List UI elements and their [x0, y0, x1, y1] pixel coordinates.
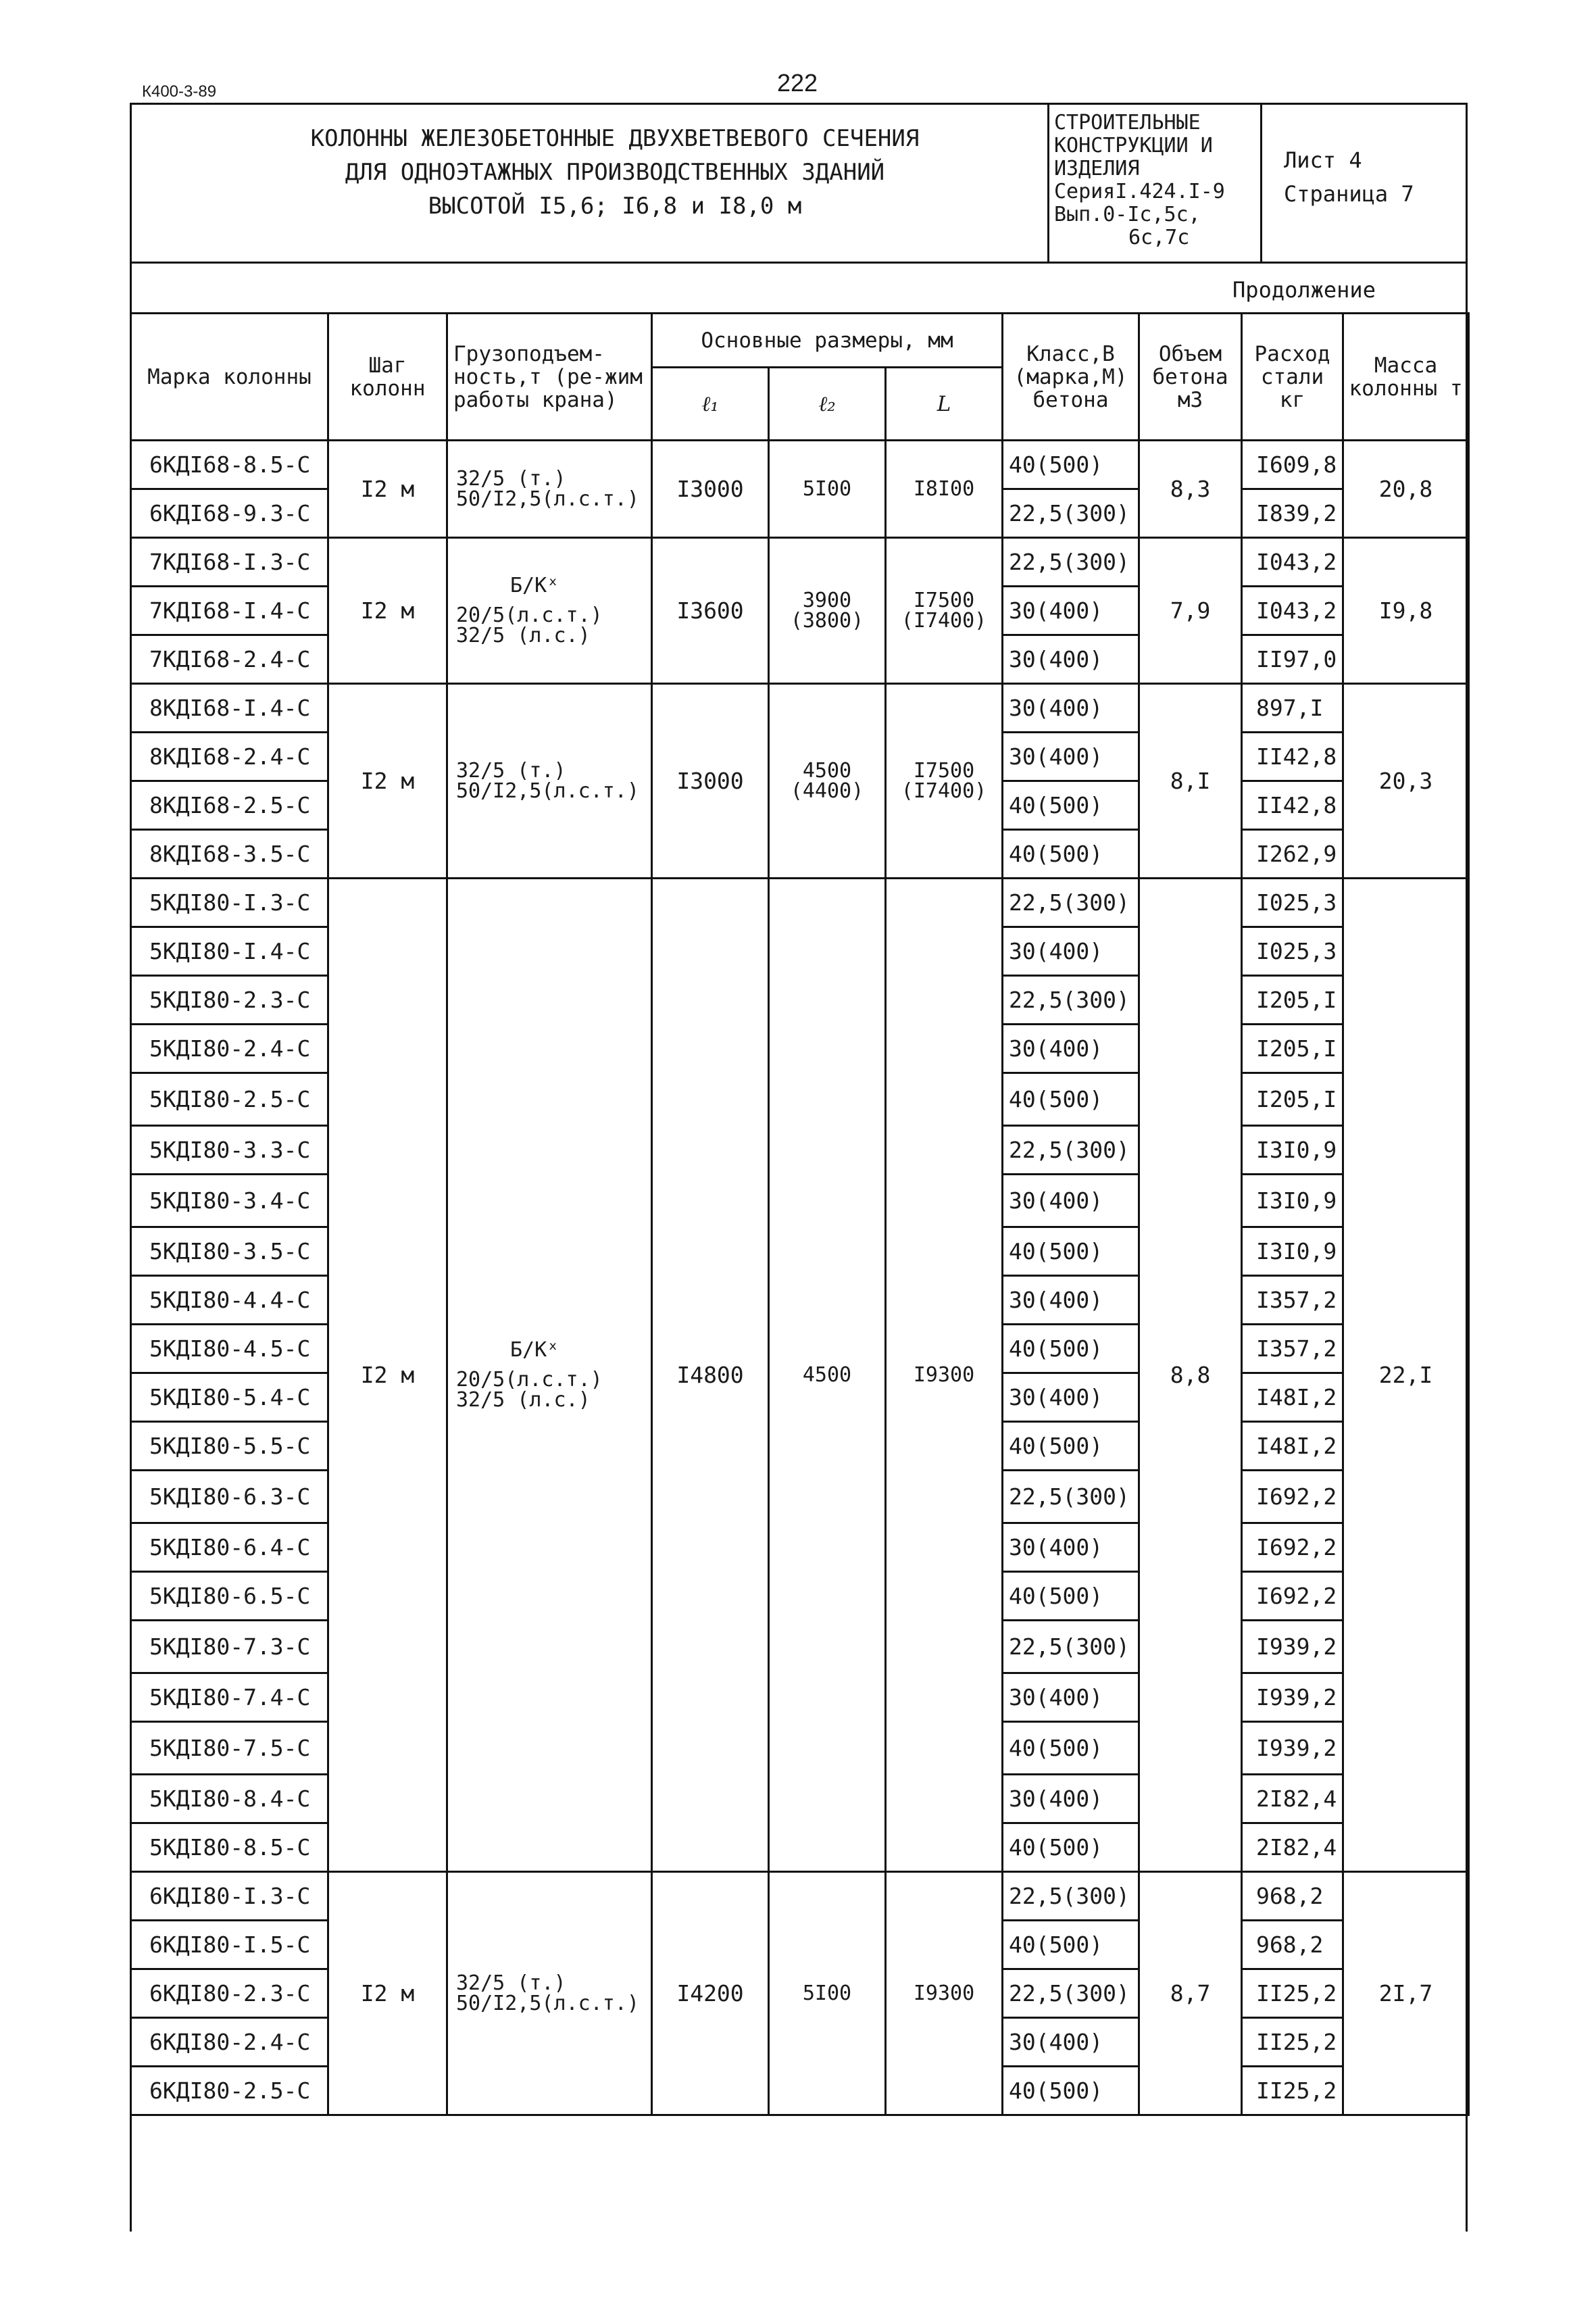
series-divider [1047, 103, 1049, 264]
capacity-line: 20/5(л.с.т.) [456, 1367, 603, 1392]
volume-cell: 7,9 [1139, 538, 1242, 684]
column-mark-cell: 8КДI68-2.4-С [131, 733, 328, 781]
column-step-cell: I2 м [328, 538, 447, 684]
column-mark-cell: 6КДI80-2.3-С [131, 1969, 328, 2018]
concrete-class-cell: 22,5(300) [1003, 879, 1139, 927]
document-code: К400-3-89 [142, 82, 217, 101]
mass-cell: I9,8 [1343, 538, 1469, 684]
concrete-class-cell: 30(400) [1003, 2018, 1139, 2067]
concrete-class-cell: 40(500) [1003, 1823, 1139, 1872]
steel-cell: I48I,2 [1242, 1422, 1343, 1471]
steel-cell: I357,2 [1242, 1325, 1343, 1373]
column-step-cell: I2 м [328, 879, 447, 1872]
header-volume: Объем бетона м3 [1139, 314, 1242, 441]
document-title [203, 122, 1027, 223]
capacity-cell [447, 441, 652, 538]
steel-cell: 968,2 [1242, 1872, 1343, 1921]
concrete-class-cell: 30(400) [1003, 1523, 1139, 1572]
steel-cell: II42,8 [1242, 781, 1343, 830]
steel-cell: I3I0,9 [1242, 1126, 1343, 1175]
table-row [131, 441, 1469, 489]
header-l2: ℓ₂ [769, 368, 886, 441]
column-mark-cell: 5КДI80-6.4-С [131, 1523, 328, 1572]
header-l1: ℓ₁ [652, 368, 769, 441]
concrete-class-cell: 40(500) [1003, 1325, 1139, 1373]
header-step: Шаг колонн [328, 314, 447, 441]
dimension-L-cell: I8I00 [886, 441, 1003, 538]
dimension-l2-cell: 5I00 [769, 441, 886, 538]
header-dimensions: Основные размеры, мм [652, 314, 1003, 368]
column-mark-cell: 5КДI80-5.4-С [131, 1373, 328, 1422]
steel-cell: I939,2 [1242, 1673, 1343, 1722]
column-mark-cell: 8КДI68-2.5-С [131, 781, 328, 830]
capacity-line: 32/5 (т.) [456, 1971, 566, 1995]
title-line-2: ДЛЯ ОДНОЭТАЖНЫХ ПРОИЗВОДСТВЕННЫХ ЗДАНИЙ [345, 159, 885, 186]
concrete-class-cell: 40(500) [1003, 441, 1139, 489]
steel-cell: I939,2 [1242, 1722, 1343, 1775]
steel-cell: II97,0 [1242, 635, 1343, 684]
concrete-class-cell: 22,5(300) [1003, 1471, 1139, 1523]
steel-cell: II25,2 [1242, 2018, 1343, 2067]
steel-cell: I939,2 [1242, 1621, 1343, 1673]
sheet-divider [1260, 103, 1262, 264]
dimension-L-cell: I7500 (I7400) [886, 684, 1003, 879]
concrete-class-cell: 40(500) [1003, 1422, 1139, 1471]
concrete-class-cell: 40(500) [1003, 2067, 1139, 2115]
capacity-line: 32/5 (л.с.) [456, 1387, 591, 1412]
volume-cell: 8,7 [1139, 1872, 1242, 2115]
series-line-5: Вып.0-Iс,5с, [1054, 203, 1201, 226]
steel-cell: I043,2 [1242, 587, 1343, 635]
concrete-class-cell: 40(500) [1003, 1921, 1139, 1969]
capacity-line: 32/5 (т.) [456, 466, 566, 491]
steel-cell: 2I82,4 [1242, 1775, 1343, 1823]
concrete-class-cell: 30(400) [1003, 587, 1139, 635]
dimension-l1-cell: I4200 [652, 1872, 769, 2115]
column-step-cell: I2 м [328, 684, 447, 879]
dimension-l1-cell: I3000 [652, 684, 769, 879]
capacity-line: 32/5 (л.с.) [456, 623, 591, 647]
mass-cell: 20,8 [1343, 441, 1469, 538]
column-step-cell: I2 м [328, 1872, 447, 2115]
dimension-l1-cell: I3000 [652, 441, 769, 538]
steel-cell: I3I0,9 [1242, 1175, 1343, 1227]
column-mark-cell: 5КДI80-7.4-С [131, 1673, 328, 1722]
table-row [131, 538, 1469, 587]
column-mark-cell: 5КДI80-2.5-С [131, 1073, 328, 1126]
column-mark-cell: 6КДI80-I.3-С [131, 1872, 328, 1921]
title-line-3: ВЫСОТОЙ I5,6; I6,8 и I8,0 м [428, 193, 802, 220]
dimension-l1-cell: I4800 [652, 879, 769, 1872]
series-line-1: СТРОИТЕЛЬНЫЕ [1054, 111, 1201, 134]
steel-cell: I692,2 [1242, 1572, 1343, 1621]
header-concrete-class: Класс,В (марка,М) бетона [1003, 314, 1139, 441]
continuation-label: Продолжение [1232, 277, 1376, 303]
column-mark-cell: 5КДI80-2.4-С [131, 1025, 328, 1073]
table-row [131, 684, 1469, 733]
steel-cell: I3I0,9 [1242, 1227, 1343, 1276]
column-mark-cell: 6КДI80-2.5-С [131, 2067, 328, 2115]
steel-cell: I48I,2 [1242, 1373, 1343, 1422]
series-info [1054, 112, 1225, 249]
column-mark-cell: 8КДI68-I.4-С [131, 684, 328, 733]
concrete-class-cell: 22,5(300) [1003, 1126, 1139, 1175]
concrete-class-cell: 40(500) [1003, 830, 1139, 879]
dimension-l2-cell: 5I00 [769, 1872, 886, 2115]
header-capacity: Грузоподъем-ность,т (ре-жим работы крана) [447, 314, 652, 441]
column-mark-cell: 6КДI68-9.3-С [131, 489, 328, 538]
sheet-page: Страница 7 [1284, 181, 1414, 207]
column-mark-cell: 6КДI68-8.5-С [131, 441, 328, 489]
header-mass: Масса колонны т [1343, 314, 1469, 441]
capacity-cell [447, 1872, 652, 2115]
series-line-4: СерияI.424.I-9 [1054, 180, 1225, 203]
series-line-2: КОНСТРУКЦИИ И [1054, 134, 1213, 157]
steel-cell: I205,I [1242, 1073, 1343, 1126]
steel-cell: I692,2 [1242, 1471, 1343, 1523]
steel-cell: I025,3 [1242, 879, 1343, 927]
dimension-l2-cell: 3900 (3800) [769, 538, 886, 684]
concrete-class-cell: 22,5(300) [1003, 1872, 1139, 1921]
mass-cell: 2I,7 [1343, 1872, 1469, 2115]
concrete-class-cell: 30(400) [1003, 1276, 1139, 1325]
column-mark-cell: 5КДI80-8.5-С [131, 1823, 328, 1872]
column-mark-cell: 7КДI68-I.4-С [131, 587, 328, 635]
capacity-line: 50/I2,5(л.с.т.) [456, 1991, 639, 2015]
header-steel: Расход стали кг [1242, 314, 1343, 441]
concrete-class-cell: 22,5(300) [1003, 1969, 1139, 2018]
steel-cell: 897,I [1242, 684, 1343, 733]
steel-cell: II25,2 [1242, 2067, 1343, 2115]
concrete-class-cell: 22,5(300) [1003, 1621, 1139, 1673]
mass-cell: 20,3 [1343, 684, 1469, 879]
steel-cell: I357,2 [1242, 1276, 1343, 1325]
sheet-info [1284, 143, 1414, 211]
mass-cell: 22,I [1343, 879, 1469, 1872]
series-line-6: 6с,7с [1128, 226, 1190, 249]
capacity-line: 32/5 (т.) [456, 758, 566, 783]
concrete-class-cell: 30(400) [1003, 635, 1139, 684]
capacity-line: Б/Кˣ [510, 573, 559, 597]
dimension-l2-cell: 4500 (4400) [769, 684, 886, 879]
column-step-cell: I2 м [328, 441, 447, 538]
header-L: L [886, 368, 1003, 441]
steel-cell: II42,8 [1242, 733, 1343, 781]
column-mark-cell: 5КДI80-3.4-С [131, 1175, 328, 1227]
concrete-class-cell: 22,5(300) [1003, 976, 1139, 1025]
concrete-class-cell: 30(400) [1003, 1775, 1139, 1823]
concrete-class-cell: 40(500) [1003, 1073, 1139, 1126]
concrete-class-cell: 30(400) [1003, 1175, 1139, 1227]
column-mark-cell: 8КДI68-3.5-С [131, 830, 328, 879]
concrete-class-cell: 30(400) [1003, 1373, 1139, 1422]
steel-cell: I205,I [1242, 1025, 1343, 1073]
column-mark-cell: 5КДI80-6.3-С [131, 1471, 328, 1523]
header-mark: Марка колонны [131, 314, 328, 441]
capacity-line: 50/I2,5(л.с.т.) [456, 779, 639, 803]
column-mark-cell: 5КДI80-7.5-С [131, 1722, 328, 1775]
column-mark-cell: 5КДI80-5.5-С [131, 1422, 328, 1471]
concrete-class-cell: 22,5(300) [1003, 538, 1139, 587]
column-mark-cell: 7КДI68-I.3-С [131, 538, 328, 587]
concrete-class-cell: 30(400) [1003, 1673, 1139, 1722]
steel-cell: I609,8 [1242, 441, 1343, 489]
volume-cell: 8,I [1139, 684, 1242, 879]
steel-cell: 2I82,4 [1242, 1823, 1343, 1872]
column-mark-cell: 5КДI80-8.4-С [131, 1775, 328, 1823]
steel-cell: I839,2 [1242, 489, 1343, 538]
capacity-line: 20/5(л.с.т.) [456, 603, 603, 627]
concrete-class-cell: 30(400) [1003, 927, 1139, 976]
column-mark-cell: 5КДI80-4.5-С [131, 1325, 328, 1373]
column-mark-cell: 7КДI68-2.4-С [131, 635, 328, 684]
column-mark-cell: 5КДI80-6.5-С [131, 1572, 328, 1621]
concrete-class-cell: 40(500) [1003, 1572, 1139, 1621]
steel-cell: I025,3 [1242, 927, 1343, 976]
column-mark-cell: 5КДI80-I.4-С [131, 927, 328, 976]
volume-cell: 8,3 [1139, 441, 1242, 538]
table-row [131, 879, 1469, 927]
concrete-class-cell: 30(400) [1003, 733, 1139, 781]
column-mark-cell: 5КДI80-2.3-С [131, 976, 328, 1025]
dimension-L-cell: I7500 (I7400) [886, 538, 1003, 684]
steel-cell: 968,2 [1242, 1921, 1343, 1969]
concrete-class-cell: 40(500) [1003, 1722, 1139, 1775]
column-mark-cell: 5КДI80-7.3-С [131, 1621, 328, 1673]
capacity-cell [447, 538, 652, 684]
page-number: 222 [777, 69, 818, 97]
column-mark-cell: 5КДI80-4.4-С [131, 1276, 328, 1325]
steel-cell: I262,9 [1242, 830, 1343, 879]
steel-cell: I692,2 [1242, 1523, 1343, 1572]
capacity-cell [447, 684, 652, 879]
column-mark-cell: 5КДI80-3.3-С [131, 1126, 328, 1175]
dimension-l1-cell: I3600 [652, 538, 769, 684]
column-mark-cell: 5КДI80-I.3-С [131, 879, 328, 927]
concrete-class-cell: 30(400) [1003, 684, 1139, 733]
table-body [131, 441, 1469, 2115]
sheet-number: Лист 4 [1284, 147, 1362, 173]
steel-cell: II25,2 [1242, 1969, 1343, 2018]
column-mark-cell: 5КДI80-3.5-С [131, 1227, 328, 1276]
concrete-class-cell: 30(400) [1003, 1025, 1139, 1073]
column-mark-cell: 6КДI80-I.5-С [131, 1921, 328, 1969]
concrete-class-cell: 40(500) [1003, 1227, 1139, 1276]
capacity-cell [447, 879, 652, 1872]
series-line-3: ИЗДЕЛИЯ [1054, 157, 1140, 180]
steel-cell: I043,2 [1242, 538, 1343, 587]
steel-cell: I205,I [1242, 976, 1343, 1025]
dimension-L-cell: I9300 [886, 1872, 1003, 2115]
dimension-L-cell: I9300 [886, 879, 1003, 1872]
dimension-l2-cell: 4500 [769, 879, 886, 1872]
table-header [131, 314, 1469, 441]
concrete-class-cell: 22,5(300) [1003, 489, 1139, 538]
capacity-line: Б/Кˣ [510, 1337, 559, 1362]
volume-cell: 8,8 [1139, 879, 1242, 1872]
concrete-class-cell: 40(500) [1003, 781, 1139, 830]
column-mark-cell: 6КДI80-2.4-С [131, 2018, 328, 2067]
title-line-1: КОЛОННЫ ЖЕЛЕЗОБЕТОННЫЕ ДВУХВЕТВЕВОГО СЕЧЕНИЯ [310, 125, 920, 152]
table-row [131, 1872, 1469, 1921]
capacity-line: 50/I2,5(л.с.т.) [456, 487, 639, 511]
columns-table [130, 312, 1470, 2116]
